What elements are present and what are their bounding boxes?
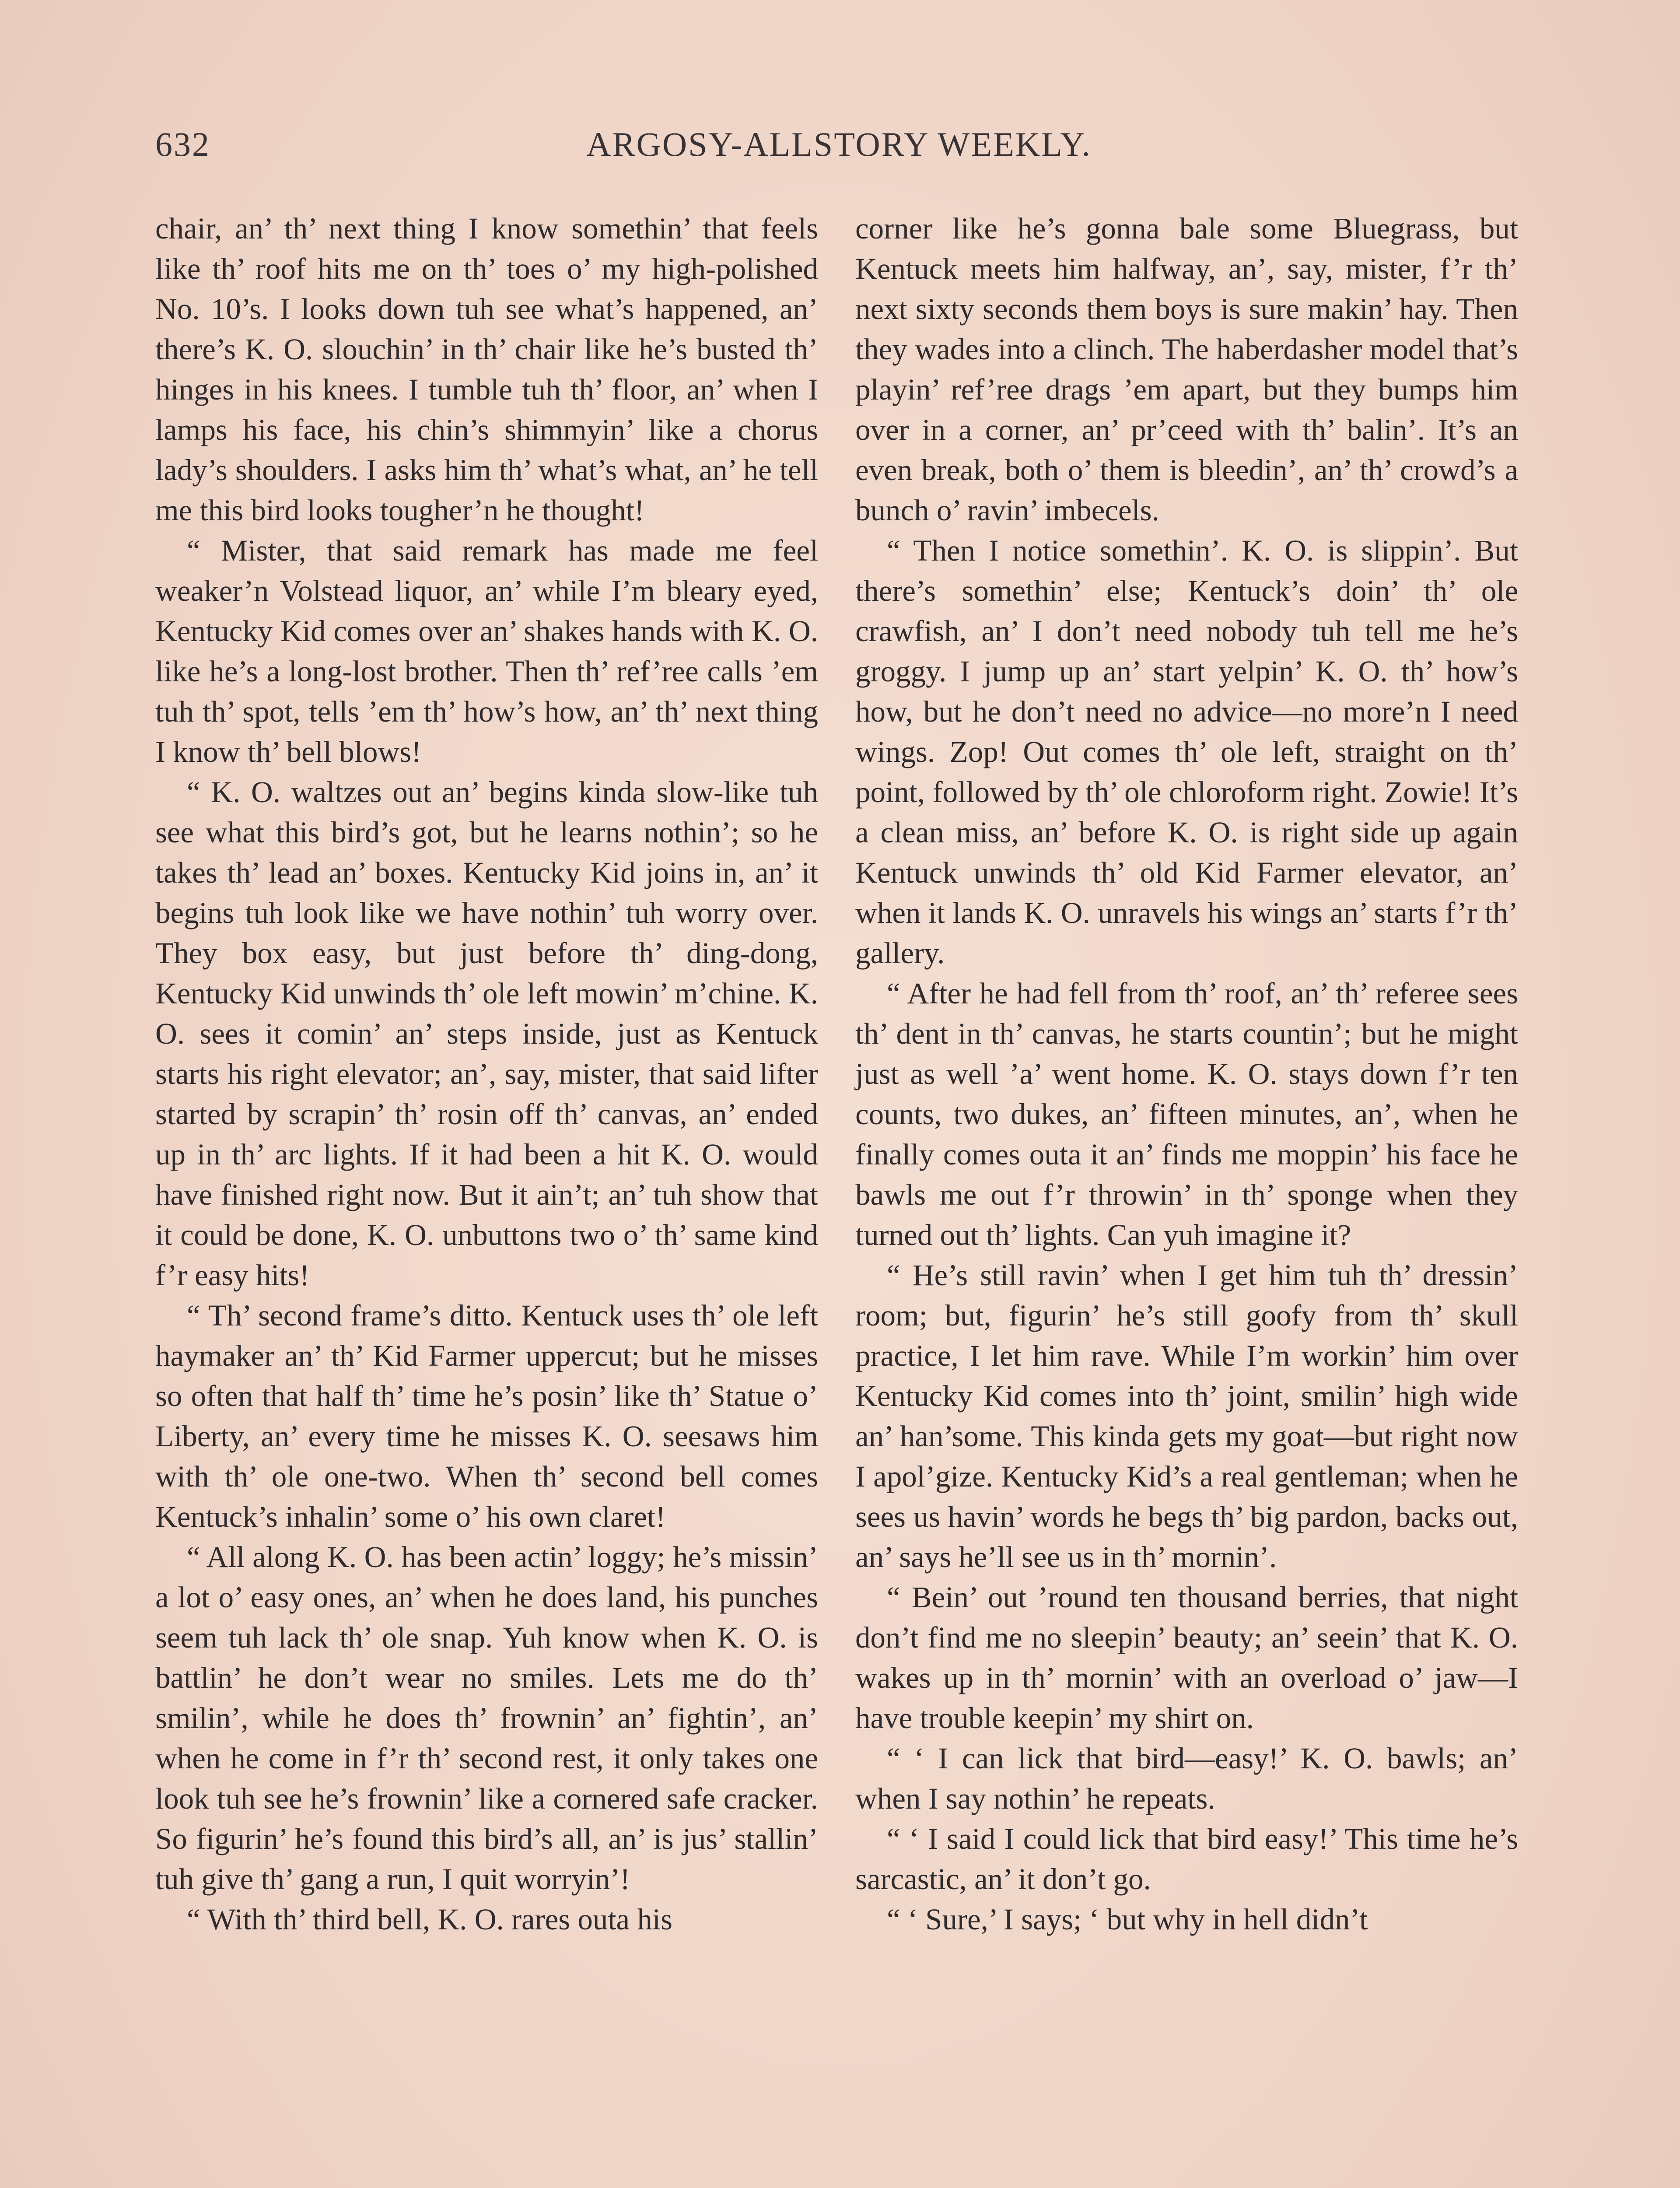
paragraph: corner like he’s gonna bale some Bluegrass, but Kentuck meets him halfway, an’, say, mister, f’r th’ next sixty seconds them boys is sure makin’ hay. Then they wades into a clinch. The haberdasher model that’s playin’ ref’ree drags ’em apart, but they bumps him over in a corner, an’ pr’ceed with th’ balin’. It’s an even break, both o’ them is bleedin’, an’ th’ crowd’s a bunch o’ ravin’ imbecels.: [855, 212, 1518, 527]
paragraph: “ He’s still ravin’ when I get him tuh th’ dressin’ room; but, figurin’ he’s still goofy from th’ skull practice, I let him rave. While I’m workin’ him over Kentucky Kid comes into th’ joint, smilin’ high wide an’ han’some. This kinda gets my goat—but right now I apol’gize. Kentucky Kid’s a real gentleman; when he sees us havin’ words he begs th’ big pardon, backs out, an’ says he’ll see us in th’ mornin’.: [855, 1259, 1518, 1574]
right-column: [855, 208, 1518, 1939]
paragraph: “ ‘ I can lick that bird—easy!’ K. O. bawls; an’ when I say nothin’ he repeats.: [855, 1742, 1518, 1815]
paragraph: “ Mister, that said remark has made me feel weaker’n Volstead liquor, an’ while I’m bleary eyed, Kentucky Kid comes over an’ shakes hands with K. O. like he’s a long-lost brother. Then th’ ref’ree calls ’em tuh th’ spot, tells ’em th’ how’s how, an’ th’ next thing I know th’ bell blows!: [155, 534, 818, 768]
running-title: ARGOSY-ALLSTORY WEEKLY.: [586, 125, 1092, 163]
paragraph: “ With th’ third bell, K. O. rares outa his: [187, 1903, 672, 1936]
paragraph: “ ‘ I said I could lick that bird easy!’ This time he’s sarcastic, an’ it don’t go.: [855, 1822, 1518, 1896]
paragraph: “ All along K. O. has been actin’ loggy; he’s missin’ a lot o’ easy ones, an’ when he does land, his punches seem tuh lack th’ ole snap. Yuh know when K. O. is battlin’ he don’t wear no smiles. Lets me do th’ smilin’, while he does th’ frownin’ an’ fightin’, an’ when he come in f’r th’ second rest, it only takes one look tuh see he’s frownin’ like a cornered safe cracker. So figurin’ he’s found this bird’s all, an’ is jus’ stallin’ tuh give th’ gang a run, I quit worryin’!: [155, 1540, 818, 1896]
paragraph: “ Bein’ out ’round ten thousand berries, that night don’t find me no sleepin’ beauty; an’ seein’ that K. O. wakes up in th’ mornin’ with an overload o’ jaw—I have trouble keepin’ my shirt on.: [855, 1581, 1518, 1735]
paragraph: chair, an’ th’ next thing I know somethin’ that feels like th’ roof hits me on th’ toes o’ my high-polished No. 10’s. I looks down tuh see what’s happened, an’ there’s K. O. slouchin’ in th’ chair like he’s busted th’ hinges in his knees. I tumble tuh th’ floor, an’ when I lamps his face, his chin’s shimmyin’ like a chorus lady’s shoulders. I asks him th’ what’s what, an’ he tell me this bird looks tougher’n he thought!: [155, 212, 818, 527]
paragraph: “ Th’ second frame’s ditto. Kentuck uses th’ ole left haymaker an’ th’ Kid Farmer uppercut; but he misses so often that half th’ time he’s posin’ like th’ Statue o’ Liberty, an’ every time he misses K. O. seesaws him with th’ ole one-two. When th’ second bell comes Kentuck’s inhalin’ some o’ his own claret!: [155, 1299, 818, 1533]
paragraph: “ K. O. waltzes out an’ begins kinda slow-like tuh see what this bird’s got, but he learns nothin’; so he takes th’ lead an’ boxes. Kentucky Kid joins in, an’ it begins tuh look like we have nothin’ tuh worry over. They box easy, but just before th’ ding-dong, Kentucky Kid unwinds th’ ole left mowin’ m’chine. K. O. sees it comin’ an’ steps inside, just as Kentuck starts his right elevator; an’, say, mister, that said lifter started by scrapin’ th’ rosin off th’ canvas, an’ ended up in th’ arc lights. If it had been a hit K. O. would have finished right now. But it ain’t; an’ tuh show that it could be done, K. O. unbuttons two o’ th’ same kind f’r easy hits!: [155, 775, 818, 1292]
paragraph: “ After he had fell from th’ roof, an’ th’ referee sees th’ dent in th’ canvas, he starts countin’; but he might just as well ’a’ went home. K. O. stays down f’r ten counts, two dukes, an’ fifteen minutes, an’, when he finally comes outa it an’ finds me moppin’ his face he bawls me out f’r throwin’ in th’ sponge when they turned out th’ lights. Can yuh imagine it?: [855, 977, 1518, 1252]
left-column: [155, 208, 818, 1939]
page-header: [155, 125, 1522, 177]
page-number: 632: [155, 125, 210, 163]
paragraph: “ ‘ Sure,’ I says; ‘ but why in hell didn’t: [887, 1903, 1368, 1936]
paragraph: “ Then I notice somethin’. K. O. is slippin’. But there’s somethin’ else; Kentuck’s doin’ th’ ole crawfish, an’ I don’t need nobody tuh tell me he’s groggy. I jump up an’ start yelpin’ K. O. th’ how’s how, but he don’t need no advice—no more’n I need wings. Zop! Out comes th’ ole left, straight on th’ point, followed by th’ ole chloroform right. Zowie! It’s a clean miss, an’ before K. O. is right side up again Kentuck unwinds th’ old Kid Farmer elevator, an’ when it lands K. O. unravels his wings an’ starts f’r th’ gallery.: [855, 534, 1518, 970]
